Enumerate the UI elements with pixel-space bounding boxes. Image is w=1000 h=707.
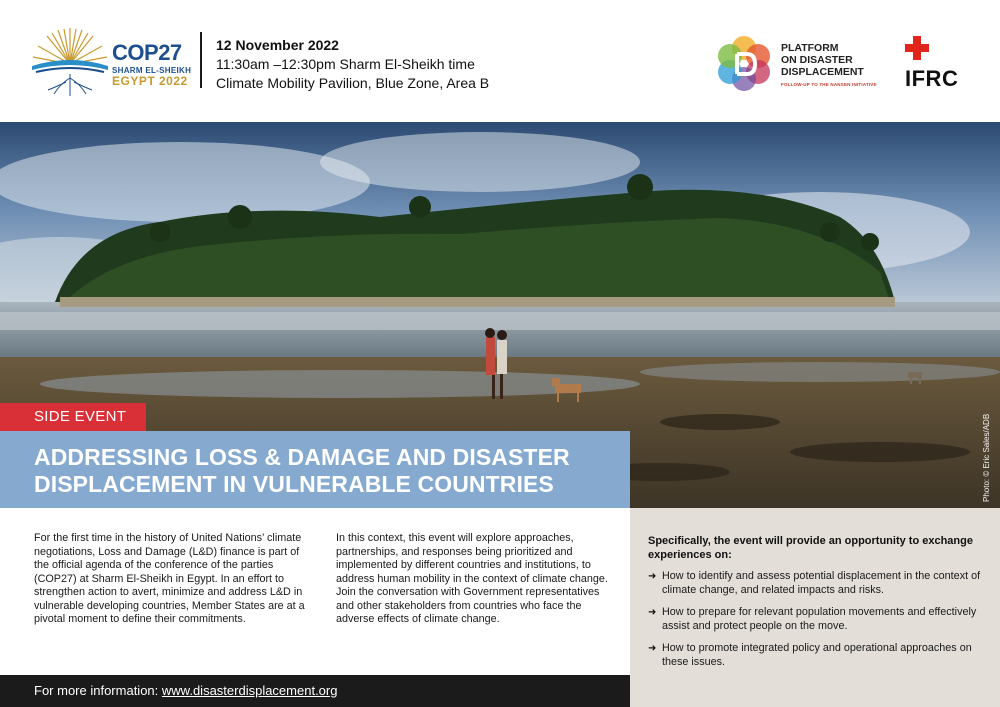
photo-credit: Photo: © Eric Sales/ADB (982, 413, 991, 502)
side-event-tag: SIDE EVENT (0, 403, 146, 431)
arrow-right-icon: ➜ (648, 643, 657, 654)
event-info (216, 36, 489, 93)
arrow-right-icon: ➜ (648, 607, 657, 618)
red-cross-crescent-icon (905, 34, 970, 64)
cop-title-prefix: COP (112, 40, 159, 65)
body-column-1: For the first time in the history of United Nations’ climate negotiations, Loss and Damage (L&D) finance is part of the official agenda of the conference of the parties (COP27) at Sharm El-Sheikh in Egypt. In an effort to strengthen action to avert, minimize and address L&D in vulnerable developing countries, Member States are at a pivotal moment to define their commitments. (34, 532, 305, 625)
list-item (648, 642, 993, 669)
list-item (648, 606, 993, 633)
ifrc-logo (905, 34, 970, 90)
arrow-right-icon: ➜ (648, 571, 657, 582)
opportunities-panel (630, 508, 1000, 707)
cop27-sun-icon (30, 24, 110, 100)
pdd-line3: DISPLACEMENT (781, 66, 864, 78)
body-column-2: In this context, this event will explore approaches, partnerships, and responses being prioritized and implemented by different countries and institutions, to address human mobility in the context of climate change. Join the conversation with Government representatives and other stakeholders from countries who face the adverse effects of climate change. (336, 532, 608, 625)
event-time: 11:30am –12:30pm Sharm El-Sheikh time (216, 56, 475, 72)
cop-location: SHARM EL-SHEIKH (112, 66, 192, 75)
footer-bar (0, 675, 630, 707)
cop-year: EGYPT 2022 (112, 74, 188, 88)
header-divider (200, 32, 202, 88)
bullet-text: How to identify and assess potential displacement in the context of climate change, and related impacts and risks. (662, 570, 981, 596)
pdd-flower-icon (715, 34, 773, 92)
cop27-logo (30, 24, 205, 100)
footer-label: For more information: (34, 683, 159, 698)
event-location: Climate Mobility Pavilion, Blue Zone, Area B (216, 75, 490, 91)
list-item (648, 570, 993, 597)
pdd-logo (715, 34, 885, 94)
event-title (34, 444, 570, 498)
website-link[interactable]: www.disasterdisplacement.org (161, 683, 338, 698)
event-date: 12 November 2022 (216, 37, 339, 53)
header (0, 0, 1000, 122)
ifrc-wordmark: IFRC (905, 66, 959, 91)
pdd-wordmark (781, 42, 877, 91)
bullet-text: How to promote integrated policy and operational approaches on these issues. (662, 642, 972, 668)
pdd-line2: ON DISASTER (781, 54, 853, 66)
panel-lead: Specifically, the event will provide an opportunity to exchange experiences on: (648, 535, 973, 561)
bullet-text: How to prepare for relevant population movements and effectively assist and protect people on the move. (662, 606, 977, 632)
event-title-line2: DISPLACEMENT IN VULNERABLE COUNTRIES (34, 471, 554, 497)
event-title-line1: ADDRESSING LOSS & DAMAGE AND DISASTER (34, 444, 570, 470)
pdd-tagline: FOLLOW-UP TO THE NANSEN INITIATIVE (781, 82, 877, 87)
title-band (0, 431, 630, 508)
cop-title-number: 27 (158, 40, 182, 65)
panel-bullet-list (648, 570, 993, 678)
cop27-wordmark (112, 42, 191, 88)
pdd-line1: PLATFORM (781, 42, 839, 54)
